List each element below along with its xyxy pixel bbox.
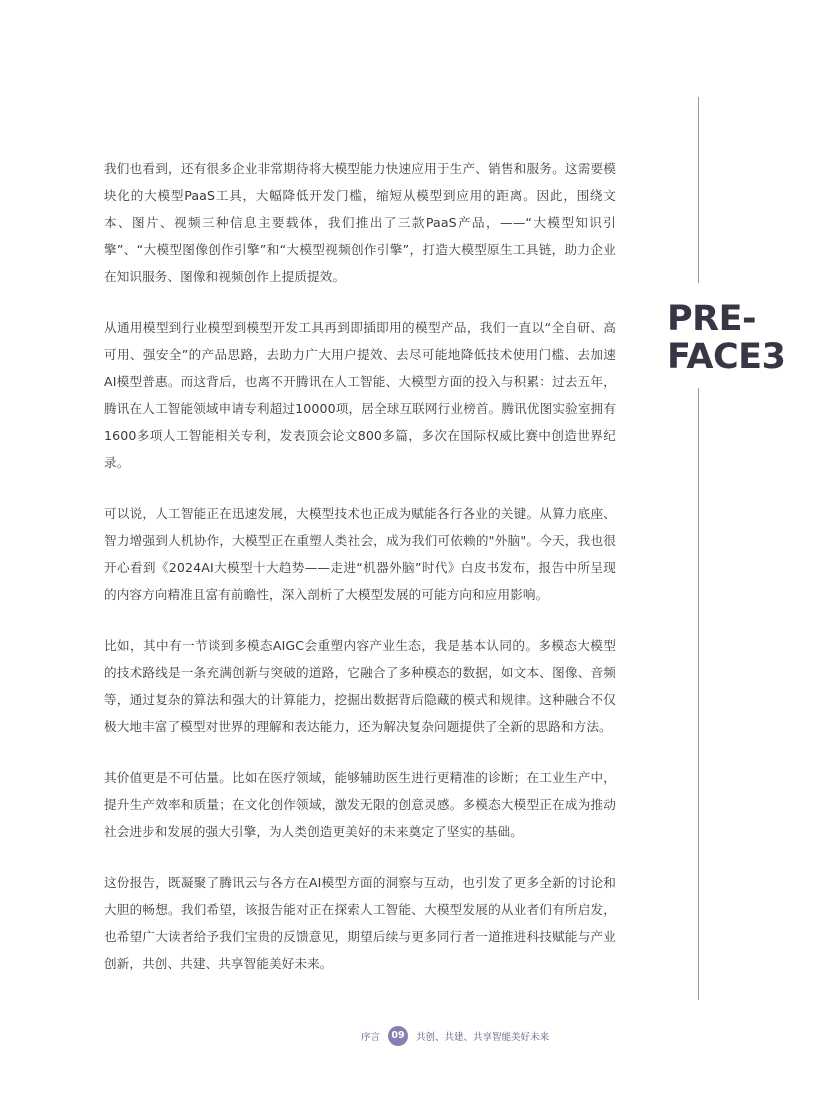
vertical-rule-top: [698, 97, 699, 283]
section-title-line-2: FACE3: [667, 337, 786, 377]
page-footer: [0, 1026, 816, 1046]
section-title: [667, 300, 785, 376]
paragraph: 其价值更是不可估量。比如在医疗领域，能够辅助医生进行更精准的诊断；在工业生产中，提升生产效率和质量；在文化创作领域，激发无限的创意灵感。多模态大模型正在成为推动社会进步和发展的强大引擎，为人类创造更美好的未来奠定了坚实的基础。: [104, 770, 616, 839]
preface-body: [104, 155, 616, 1001]
footer-tagline: 共创、共建、共享智能美好未来: [416, 1032, 550, 1043]
vertical-rule-bottom: [698, 388, 699, 1000]
footer-section-label: 序言: [360, 1032, 380, 1043]
paragraph: 可以说，人工智能正在迅速发展，大模型技术也正成为赋能各行各业的关键。从算力底座、智力增强到人机协作，大模型正在重塑人类社会，成为我们可依赖的"外脑"。今天，我也很开心看到《2024AI大模型十大趋势——走进“机器外脑”时代》白皮书发布，报告中所呈现的内容方向精准且富有前瞻性，深入剖析了大模型发展的可能方向和应用影响。: [104, 506, 616, 602]
section-title-line-1: PRE-: [667, 299, 757, 339]
paragraph: 我们也看到，还有很多企业非常期待将大模型能力快速应用于生产、销售和服务。这需要模块化的大模型PaaS工具，大幅降低开发门槛，缩短从模型到应用的距离。因此，围绕文本、图片、视频三种信息主要载体，我们推出了三款PaaS产品，——“大模型知识引擎”、“大模型图像创作引擎”和“大模型视频创作引擎”，打造大模型原生工具链，助力企业在知识服务、图像和视频创作上提质提效。: [104, 161, 616, 284]
page-number-badge: 09: [388, 1026, 408, 1046]
paragraph: 从通用模型到行业模型到模型开发工具再到即插即用的模型产品，我们一直以“全自研、高可用、强安全”的产品思路，去助力广大用户提效、去尽可能地降低技术使用门槛、去加速AI模型普惠。而这背后，也离不开腾讯在人工智能、大模型方面的投入与积累：过去五年，腾讯在人工智能领域申请专利超过10000项，居全球互联网行业榜首。腾讯优图实验室拥有1600多项人工智能相关专利，发表顶会论文800多篇，多次在国际权威比赛中创造世界纪录。: [104, 320, 616, 470]
paragraph: 这份报告，既凝聚了腾讯云与各方在AI模型方面的洞察与互动，也引发了更多全新的讨论和大胆的畅想。我们希望，该报告能对正在探索人工智能、大模型发展的从业者们有所启发，也希望广大读者给予我们宝贵的反馈意见，期望后续与更多同行者一道推进科技赋能与产业创新，共创、共建、共享智能美好未来。: [104, 875, 616, 971]
paragraph: 比如，其中有一节谈到多模态AIGC会重塑内容产业生态，我是基本认同的。多模态大模型的技术路线是一条充满创新与突破的道路，它融合了多种模态的数据，如文本、图像、音频等，通过复杂的算法和强大的计算能力，挖掘出数据背后隐藏的模式和规律。这种融合不仅极大地丰富了模型对世界的理解和表达能力，还为解决复杂问题提供了全新的思路和方法。: [104, 638, 616, 734]
